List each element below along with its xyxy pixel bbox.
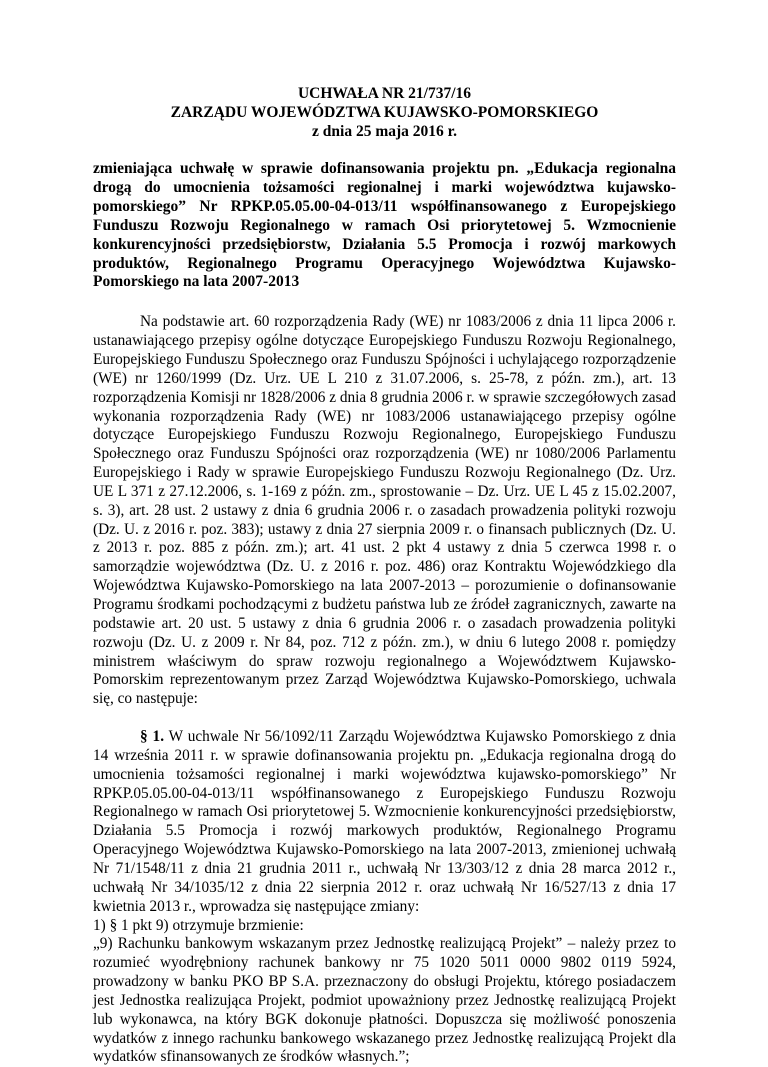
issuing-body: ZARZĄDU WOJEWÓDZTWA KUJAWSKO-POMORSKIEGO bbox=[170, 104, 599, 121]
section-1-mark: § 1. bbox=[140, 728, 165, 746]
resolution-header bbox=[93, 84, 676, 141]
section-1-intro bbox=[93, 728, 676, 916]
resolution-date: z dnia 25 maja 2016 r. bbox=[312, 123, 457, 140]
resolution-subject: zmieniająca uchwałę w sprawie dofinansowania projektu pn. „Edukacja regionalna drogą do umocnienia tożsamości regionalnej i marki województwa kujawsko-pomorskiego” Nr RPKP.05.05.00-04-013/11 współfinansowanego z Europejskiego Funduszu Rozwoju Regionalnego w ramach Osi priorytetowej 5. Wzmocnienie konkurencyjności przedsiębiorstw, Działania 5.5 Promocja i rozwój markowych produktów, Regionalnego Programu Operacyjnego Województwa Kujawsko-Pomorskiego na lata 2007-2013 bbox=[93, 160, 676, 291]
amendment-item-1: 1) § 1 pkt 9) otrzymuje brzmienie: bbox=[93, 916, 304, 934]
amendment-quote: „9) Rachunku bankowym wskazanym przez Jednostkę realizującą Projekt” – należy przez to rozumieć wyodrębniony rachunek bankowy nr 75 1020 5011 0000 9802 0119 5924, prowadzony w banku PKO BP S.A. przeznaczony do obsługi Projektu, którego posiadaczem jest Jednostka realizująca Projekt, podmiot upoważniony przez Jednostkę realizującą Projekt lub wykonawca, na który BGK dokonuje płatności. Dopuszcza się możliwość ponoszenia wydatków z innego rachunku bankowego wskazanego przez Jednostkę realizującą Projekt dla wydatków sfinansowanych ze środków własnych.”; bbox=[93, 935, 676, 1066]
section-1-text: W uchwale Nr 56/1092/11 Zarządu Województwa Kujawsko Pomorskiego z dnia 14 września 2011 r. w sprawie dofinansowania projektu pn. „Edukacja regionalna drogą do umocnienia tożsamości regionalnej i marki województwa kujawsko-pomorskiego” Nr RPKP.05.05.00-04-013/11 współfinansowanego z Europejskiego Funduszu Rozwoju Regionalnego w ramach Osi priorytetowej 5. Wzmocnienie konkurencyjności przedsiębiorstw, Działania 5.5 Promocja i rozwój markowych produktów, Regionalnego Programu Operacyjnego Województwa Kujawsko-Pomorskiego na lata 2007-2013, zmienionej uchwałą Nr 71/1548/11 z dnia 21 grudnia 2011 r., uchwałą Nr 13/303/12 z dnia 28 marca 2012 r., uchwałą Nr 34/1035/12 z dnia 22 sierpnia 2012 r. oraz uchwałą Nr 16/527/13 z dnia 17 kwietnia 2013 r., wprowadza się następujące zmiany: bbox=[93, 728, 676, 915]
legal-basis-paragraph: Na podstawie art. 60 rozporządzenia Rady (WE) nr 1083/2006 z dnia 11 lipca 2006 r. ustanawiającego przepisy ogólne dotyczące Europejskiego Funduszu Rozwoju Regionalnego, Europejskiego Funduszu Społecznego oraz Funduszu Spójności i uchylającego rozporządzenie (WE) nr 1260/1999 (Dz. Urz. UE L 210 z 31.07.2006, s. 25-78, z późn. zm.), art. 13 rozporządzenia Komisji nr 1828/2006 z dnia 8 grudnia 2006 r. w sprawie szczegółowych zasad wykonania rozporządzenia Rady (WE) nr 1083/2006 ustanawiającego przepisy ogólne dotyczące Europejskiego Funduszu Rozwoju Regionalnego, Europejskiego Funduszu Społecznego oraz Funduszu Spójności oraz rozporządzenia (WE) nr 1080/2006 Parlamentu Europejskiego i Rady w sprawie Europejskiego Funduszu Rozwoju Regionalnego (Dz. Urz. UE L 371 z 27.12.2006, s. 1-169 z późn. zm., sprostowanie – Dz. Urz. UE L 45 z 15.02.2007, s. 3), art. 28 ust. 2 ustawy z dnia 6 grudnia 2006 r. o zasadach prowadzenia polityki rozwoju (Dz. U. z 2016 r. poz. 383); ustawy z dnia 27 sierpnia 2009 r. o finansach publicznych (Dz. U. z 2013 r. poz. 885 z późn. zm.); art. 41 ust. 2 pkt 4 ustawy z dnia 5 czerwca 1998 r. o samorządzie województwa (Dz. U. z 2016 r. poz. 486) oraz Kontraktu Wojewódzkiego dla Województwa Kujawsko-Pomorskiego na lata 2007-2013 – porozumienie o dofinansowanie Programu środkami pochodzącymi z budżetu państwa lub ze źródeł zagranicznych, zawarte na podstawie art. 20 ust. 5 ustawy z dnia 6 grudnia 2006 r. o zasadach prowadzenia polityki rozwoju (Dz. U. z 2009 r. Nr 84, poz. 712 z późn. zm.), w dniu 6 lutego 2008 r. pomiędzy ministrem właściwym do spraw rozwoju regionalnego a Województwem Kujawsko-Pomorskim reprezentowanym przez Zarząd Województwa Kujawsko-Pomorskiego, uchwala się, co następuje: bbox=[93, 313, 676, 708]
resolution-number: UCHWAŁA NR 21/737/16 bbox=[297, 85, 472, 102]
section-1 bbox=[93, 728, 676, 1067]
